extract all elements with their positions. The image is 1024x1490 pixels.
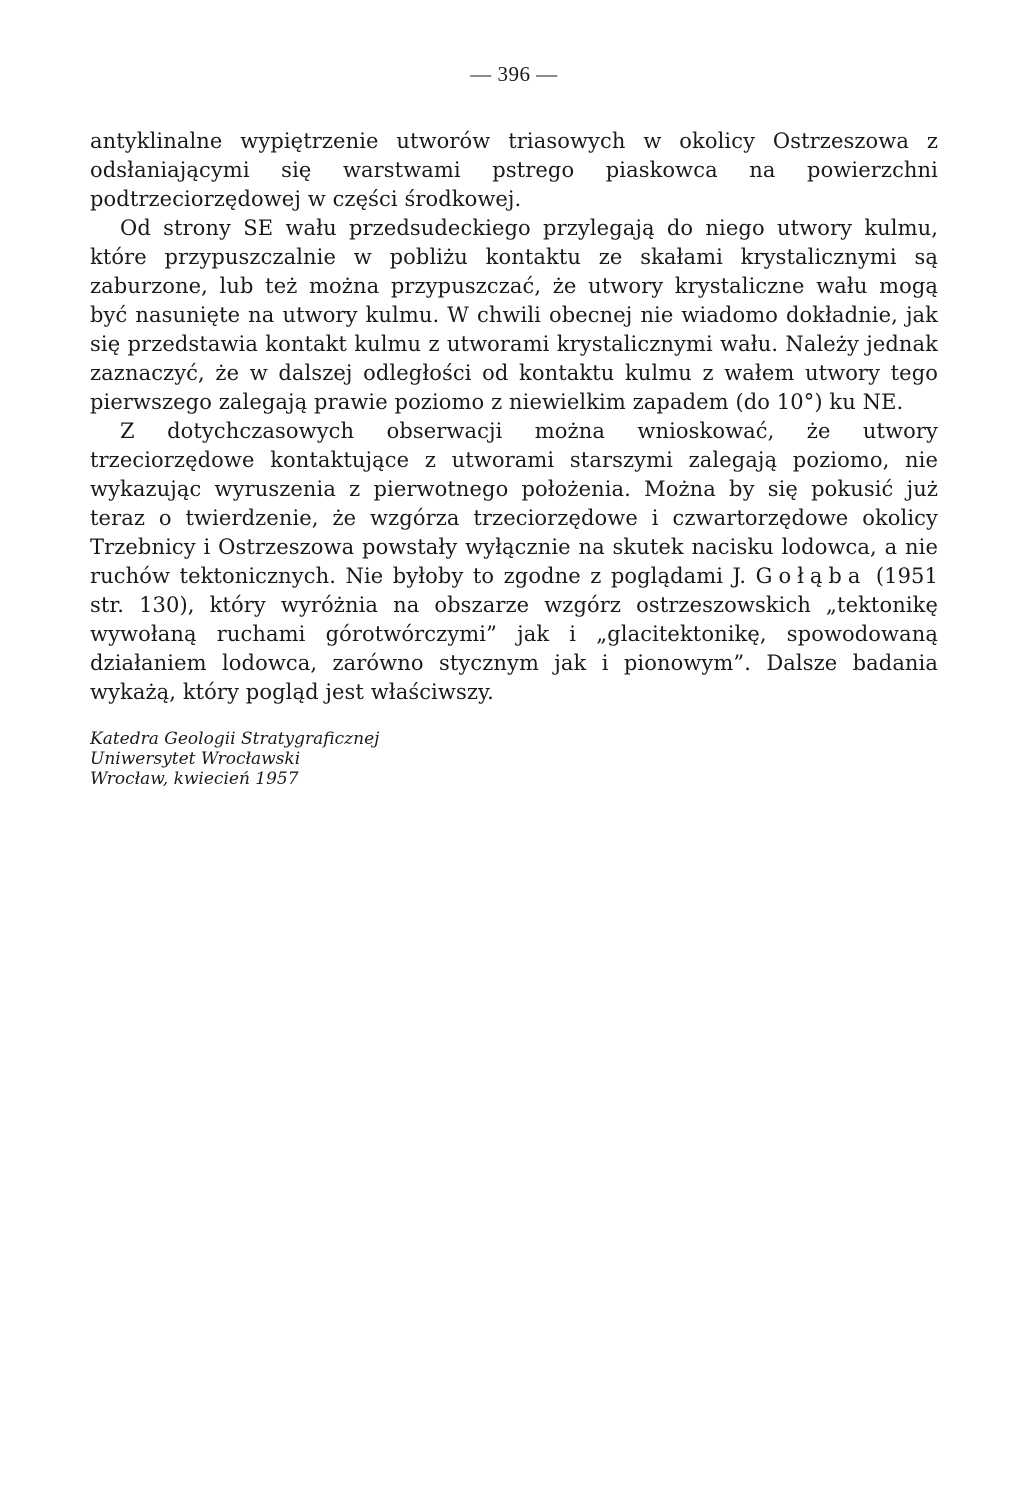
conclusions-text-after: (1951 str. 130), który wyróżnia na obszarze wzgórz ostrzeszowskich „tektonikę wywołaną ruchami górotwórczymi” jak i „glacitektonikę, spowodowaną działaniem lodowca, zarówno stycznym jak i pionowym”. Dalsze badania wykażą, który pogląd jest właściwszy.: [90, 564, 938, 704]
affiliation-place-date: Wrocław, kwiecień 1957: [90, 769, 299, 789]
affiliation-block: [90, 729, 938, 789]
paragraph-kulm-contact: Od strony SE wału przedsudeckiego przylegają do niego utwory kulmu, które przypuszczalnie w pobliżu kontaktu ze skałami krystalicznymi są zaburzone, lub też można przypuszczać, że utwory krystaliczne wału mogą być nasunięte na utwory kulmu. W chwili obecnej nie wiadomo dokładnie, jak się przedstawia kontakt kulmu z utworami krystalicznymi wału. Należy jednak zaznaczyć, że w dalszej odległości od kontaktu kulmu z wałem utwory tego pierwszego zalegają prawie poziomo z niewielkim zapadem (do 10°) ku NE.: [90, 216, 938, 414]
page: [90, 62, 938, 789]
affiliation-university: Uniwersytet Wrocławski: [90, 749, 301, 769]
cited-author: Gołąba: [755, 564, 867, 588]
paragraph-continuation: antyklinalne wypiętrzenie utworów triasowych w okolicy Ostrzeszowa z odsłaniającymi się warstwami pstrego piaskowca na powierzchni podtrzeciorzędowej w części środkowej.: [90, 129, 938, 211]
affiliation-department: Katedra Geologii Stratygraficznej: [90, 729, 380, 749]
conclusions-text-before: Z dotychczasowych obserwacji można wnioskować, że utwory trzeciorzędowe kontaktujące z utworami starszymi zalegają poziomo, nie wykazując wyruszenia z pierwotnego położenia. Można by się pokusić już teraz o twierdzenie, że wzgórza trzeciorzędowe i czwartorzędowe okolicy Trzebnicy i Ostrzeszowa powstały wyłącznie na skutek nacisku lodowca, a nie ruchów tektonicznych. Nie byłoby to zgodne z poglądami J.: [90, 419, 938, 588]
paragraph-conclusions: [90, 417, 938, 707]
page-number: — 396 —: [470, 62, 558, 86]
